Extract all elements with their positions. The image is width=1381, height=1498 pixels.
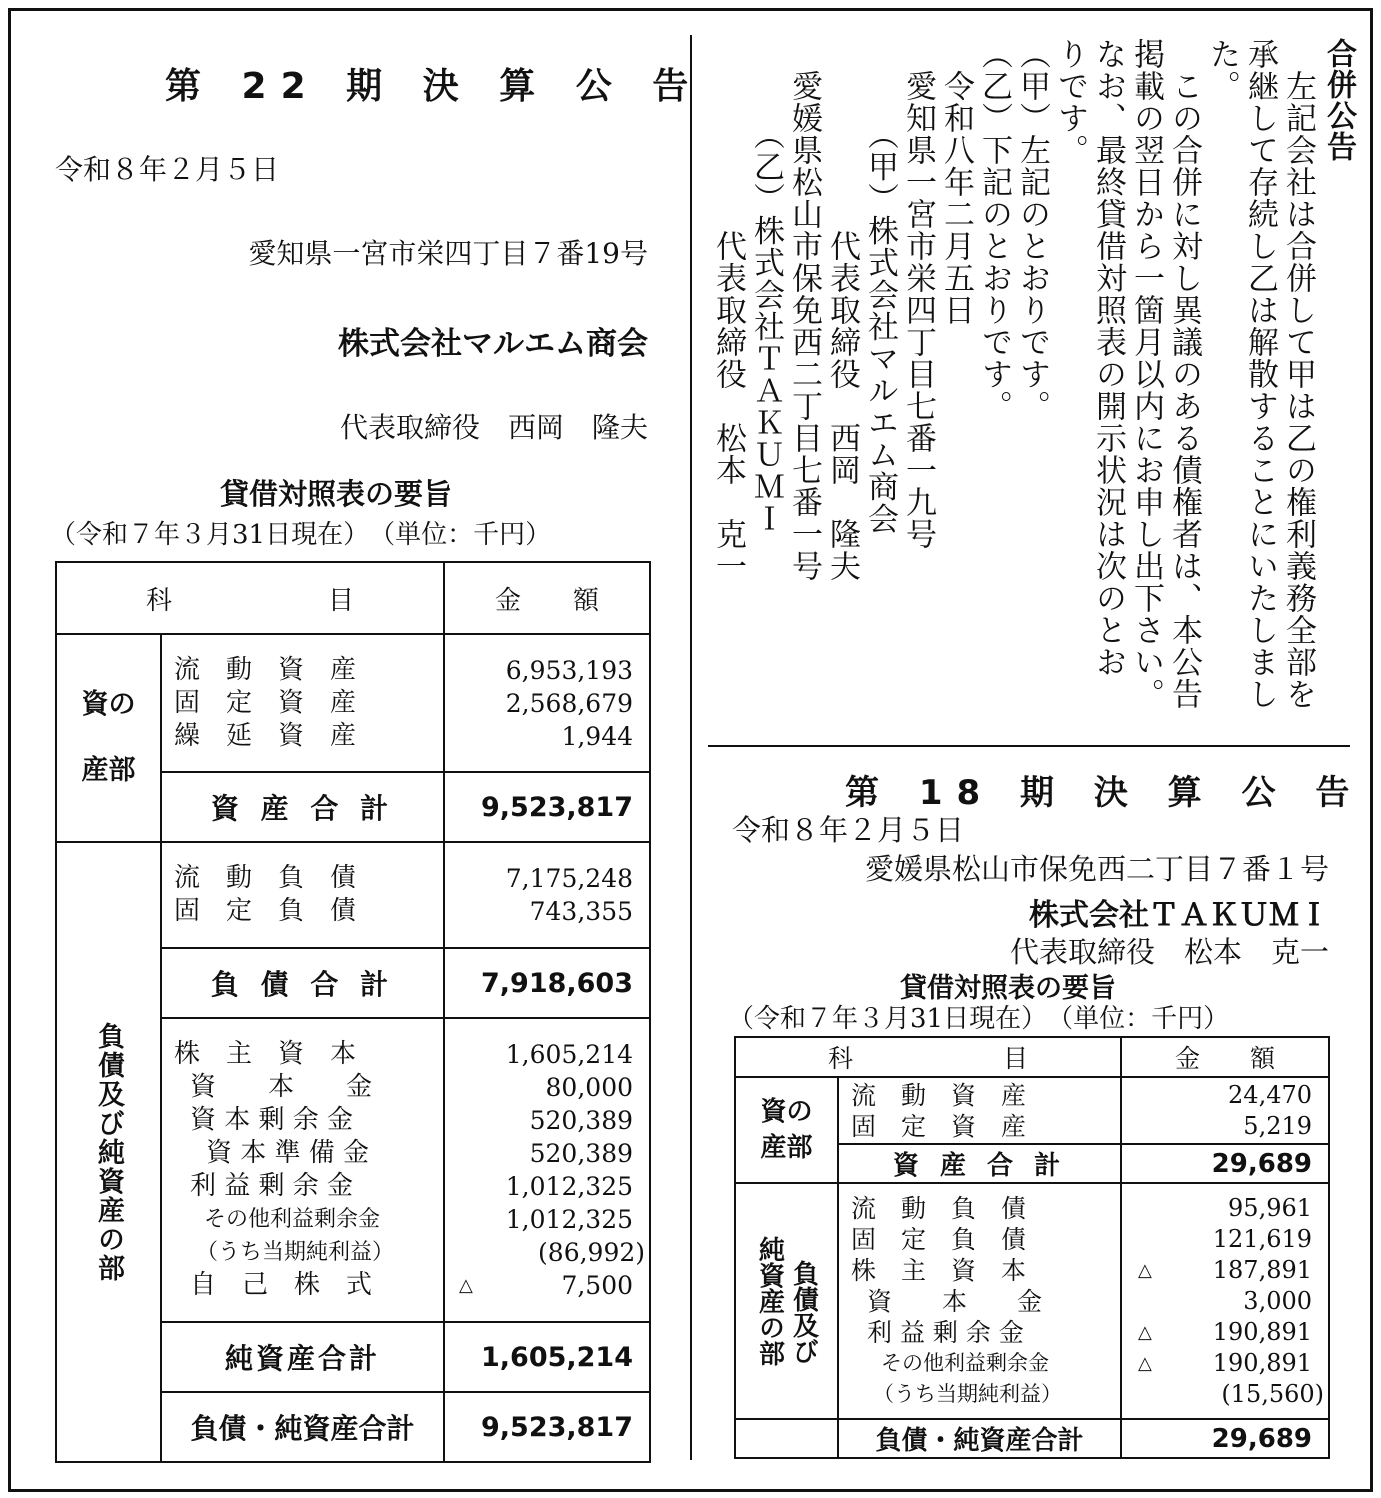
liability-value-2: 187,891 bbox=[1212, 1255, 1313, 1284]
liability-value-3: 3,000 bbox=[1243, 1286, 1313, 1315]
left-address: 愛知県一宮市栄四丁目７番19号 bbox=[248, 237, 648, 270]
asset-label-0: 流 動 資 産 bbox=[174, 654, 357, 685]
table-header bbox=[56, 562, 650, 634]
asset-value-1: 5,219 bbox=[1243, 1111, 1313, 1140]
merger-line-8: （乙）下記のとおりです。 bbox=[976, 38, 1012, 422]
liability-label-2: 株 主 資 本 bbox=[851, 1255, 1027, 1285]
merger-line-3: この合併に対し異議のある債権者は、本公告 bbox=[1166, 38, 1202, 710]
left-bs-subtitle: （令和７年３月31日現在） （単位：千円） bbox=[50, 520, 552, 550]
asset-label-1: 固 定 資 産 bbox=[174, 687, 357, 718]
left-title: 第 22 期 決 算 公 告 bbox=[165, 66, 703, 107]
merger-line-4: 掲載の翌日から一箇月以内にお申し出下さい。 bbox=[1128, 38, 1164, 710]
merger-line-2: た。 bbox=[1204, 38, 1240, 102]
equity-value-7: 7,500 bbox=[561, 1271, 634, 1300]
negative-mark: △ bbox=[1138, 1321, 1152, 1343]
merger-line-15: 代表取締役 松本 克一 bbox=[710, 38, 746, 582]
merger-line-13: 愛媛県松山市保免西二丁目七番一号 bbox=[786, 38, 822, 582]
equity-value-4: 1,012,325 bbox=[505, 1172, 634, 1201]
asset-value-1: 2,568,679 bbox=[505, 688, 634, 718]
equity-label-1: 資 本 金 bbox=[190, 1072, 373, 1102]
liability-value-1: 743,355 bbox=[529, 897, 634, 926]
equity-label-0: 株 主 資 本 bbox=[174, 1039, 357, 1069]
merger-line-11: （甲）株式会社マルエム商会 bbox=[862, 38, 898, 535]
equity-value-3: 520,389 bbox=[529, 1139, 634, 1168]
liability-label-1: 固 定 負 債 bbox=[851, 1224, 1027, 1254]
negative-mark: △ bbox=[1138, 1259, 1152, 1281]
grand-total-label: 負債・純資産合計 bbox=[161, 1392, 444, 1462]
left-bs-title: 貸借対照表の要旨 bbox=[220, 477, 453, 511]
merger-line-7: （甲）左記のとおりです。 bbox=[1014, 38, 1050, 422]
asset-label-2: 繰 延 資 産 bbox=[174, 720, 357, 751]
equity-value-2: 520,389 bbox=[529, 1106, 634, 1135]
merger-line-5: なお、最終貸借対照表の開示状況は次のとお bbox=[1090, 38, 1126, 678]
liability-label-0: 流 動 負 債 bbox=[174, 863, 357, 893]
equity-label-7: 自 己 株 式 bbox=[190, 1270, 373, 1300]
liabilities-group-label: 負債及び純資産の部 bbox=[56, 842, 161, 1462]
merger-line-6: りです。 bbox=[1052, 38, 1088, 166]
equity-value-1: 80,000 bbox=[545, 1073, 634, 1102]
header-amount: 金 額 bbox=[1121, 1037, 1329, 1077]
left-balance-sheet bbox=[55, 561, 651, 1463]
liability-value-5: 190,891 bbox=[1212, 1348, 1313, 1377]
assets-group-label: 資の 産部 bbox=[56, 634, 161, 842]
right-representative: 代表取締役 松本 克一 bbox=[1009, 935, 1329, 969]
assets-total-value: 9,523,817 bbox=[444, 772, 650, 842]
liabilities-group-label-a: 負債及び bbox=[788, 1260, 819, 1364]
right-bs-title: 貸借対照表の要旨 bbox=[900, 973, 1116, 1004]
negative-mark: △ bbox=[459, 1275, 473, 1296]
equity-label-6: （うち当期純利益） bbox=[196, 1240, 395, 1265]
right-company: 株式会社ＴＡＫＵＭＩ bbox=[1029, 898, 1329, 933]
column-divider bbox=[690, 35, 692, 1460]
assets-total-label: 資 産 合 計 bbox=[838, 1144, 1121, 1183]
liabilities-total-label: 負 債 合 計 bbox=[161, 948, 444, 1018]
left-company: 株式会社マルエム商会 bbox=[338, 326, 648, 362]
equity-value-0: 1,605,214 bbox=[505, 1040, 634, 1069]
merger-line-1: 承継して存続し乙は解散することにいたしまし bbox=[1242, 38, 1278, 710]
merger-line-14: （乙）株式会社ＴＡＫＵＭＩ bbox=[748, 38, 784, 535]
equity-label-4: 利 益 剰 余 金 bbox=[190, 1171, 354, 1201]
asset-value-0: 6,953,193 bbox=[505, 655, 634, 685]
liability-label-1: 固 定 負 債 bbox=[174, 896, 357, 926]
liability-label-4: 利 益 剰 余 金 bbox=[867, 1317, 1024, 1347]
equity-label-3: 資 本 準 備 金 bbox=[206, 1138, 370, 1168]
asset-label-0: 流 動 資 産 bbox=[851, 1080, 1027, 1110]
liabilities-group-label-b: 純資産の部 bbox=[754, 1236, 785, 1366]
grand-total-value: 9,523,817 bbox=[444, 1392, 650, 1462]
assets-group-label: 資の 産部 bbox=[735, 1077, 838, 1183]
merger-line-12: 代表取締役 西岡 隆夫 bbox=[824, 38, 860, 582]
liability-label-5: その他利益剰余金 bbox=[881, 1350, 1049, 1375]
left-representative: 代表取締役 西岡 隆夫 bbox=[339, 411, 648, 444]
negative-mark: △ bbox=[1138, 1352, 1152, 1374]
liability-label-6: （うち当期純利益） bbox=[873, 1381, 1062, 1406]
equity-value-5: 1,012,325 bbox=[505, 1205, 634, 1234]
right-date: 令和８年２月５日 bbox=[732, 813, 965, 847]
table-header bbox=[735, 1037, 1329, 1077]
net-assets-total-value: 1,605,214 bbox=[444, 1322, 650, 1392]
equity-label-2: 資 本 剰 余 金 bbox=[190, 1105, 354, 1135]
grand-total-value: 29,689 bbox=[1121, 1419, 1329, 1458]
assets-total-value: 29,689 bbox=[1121, 1144, 1329, 1183]
header-amount: 金 額 bbox=[444, 562, 650, 634]
grand-total-label: 負債・純資産合計 bbox=[838, 1419, 1121, 1458]
equity-value-6: (86,992) bbox=[538, 1238, 646, 1267]
assets-total-label: 資 産 合 計 bbox=[161, 772, 444, 842]
right-bs-subtitle: （令和７年３月31日現在） （単位：千円） bbox=[728, 1004, 1230, 1034]
liability-value-0: 95,961 bbox=[1228, 1193, 1313, 1222]
liability-value-4: 190,891 bbox=[1212, 1317, 1313, 1346]
header-item: 科 目 bbox=[56, 562, 444, 634]
right-title: 第 18 期 決 算 公 告 bbox=[845, 773, 1364, 813]
right-address: 愛媛県松山市保免西二丁目７番１号 bbox=[864, 852, 1329, 886]
liability-value-1: 121,619 bbox=[1212, 1224, 1313, 1253]
merger-line-9: 令和八年二月五日 bbox=[938, 38, 974, 326]
asset-value-2: 1,944 bbox=[561, 721, 634, 751]
asset-label-1: 固 定 資 産 bbox=[851, 1111, 1027, 1141]
equity-label-5: その他利益剰余金 bbox=[204, 1207, 381, 1232]
liability-label-0: 流 動 負 債 bbox=[851, 1193, 1027, 1223]
right-balance-sheet bbox=[734, 1036, 1330, 1459]
liability-value-0: 7,175,248 bbox=[505, 864, 634, 893]
section-divider bbox=[708, 745, 1350, 747]
asset-value-0: 24,470 bbox=[1228, 1080, 1313, 1109]
merger-title: 合併公告 bbox=[1321, 38, 1356, 162]
left-date: 令和８年２月５日 bbox=[55, 153, 280, 186]
header-item: 科 目 bbox=[735, 1037, 1121, 1077]
merger-line-0: 左記会社は合併して甲は乙の権利義務全部を bbox=[1280, 38, 1316, 710]
net-assets-total-label: 純資産合計 bbox=[161, 1322, 444, 1392]
merger-line-10: 愛知県一宮市栄四丁目七番一九号 bbox=[900, 38, 936, 550]
liability-label-3: 資 本 金 bbox=[867, 1286, 1043, 1316]
liability-value-6: (15,560) bbox=[1221, 1379, 1325, 1408]
liabilities-total-value: 7,918,603 bbox=[444, 948, 650, 1018]
